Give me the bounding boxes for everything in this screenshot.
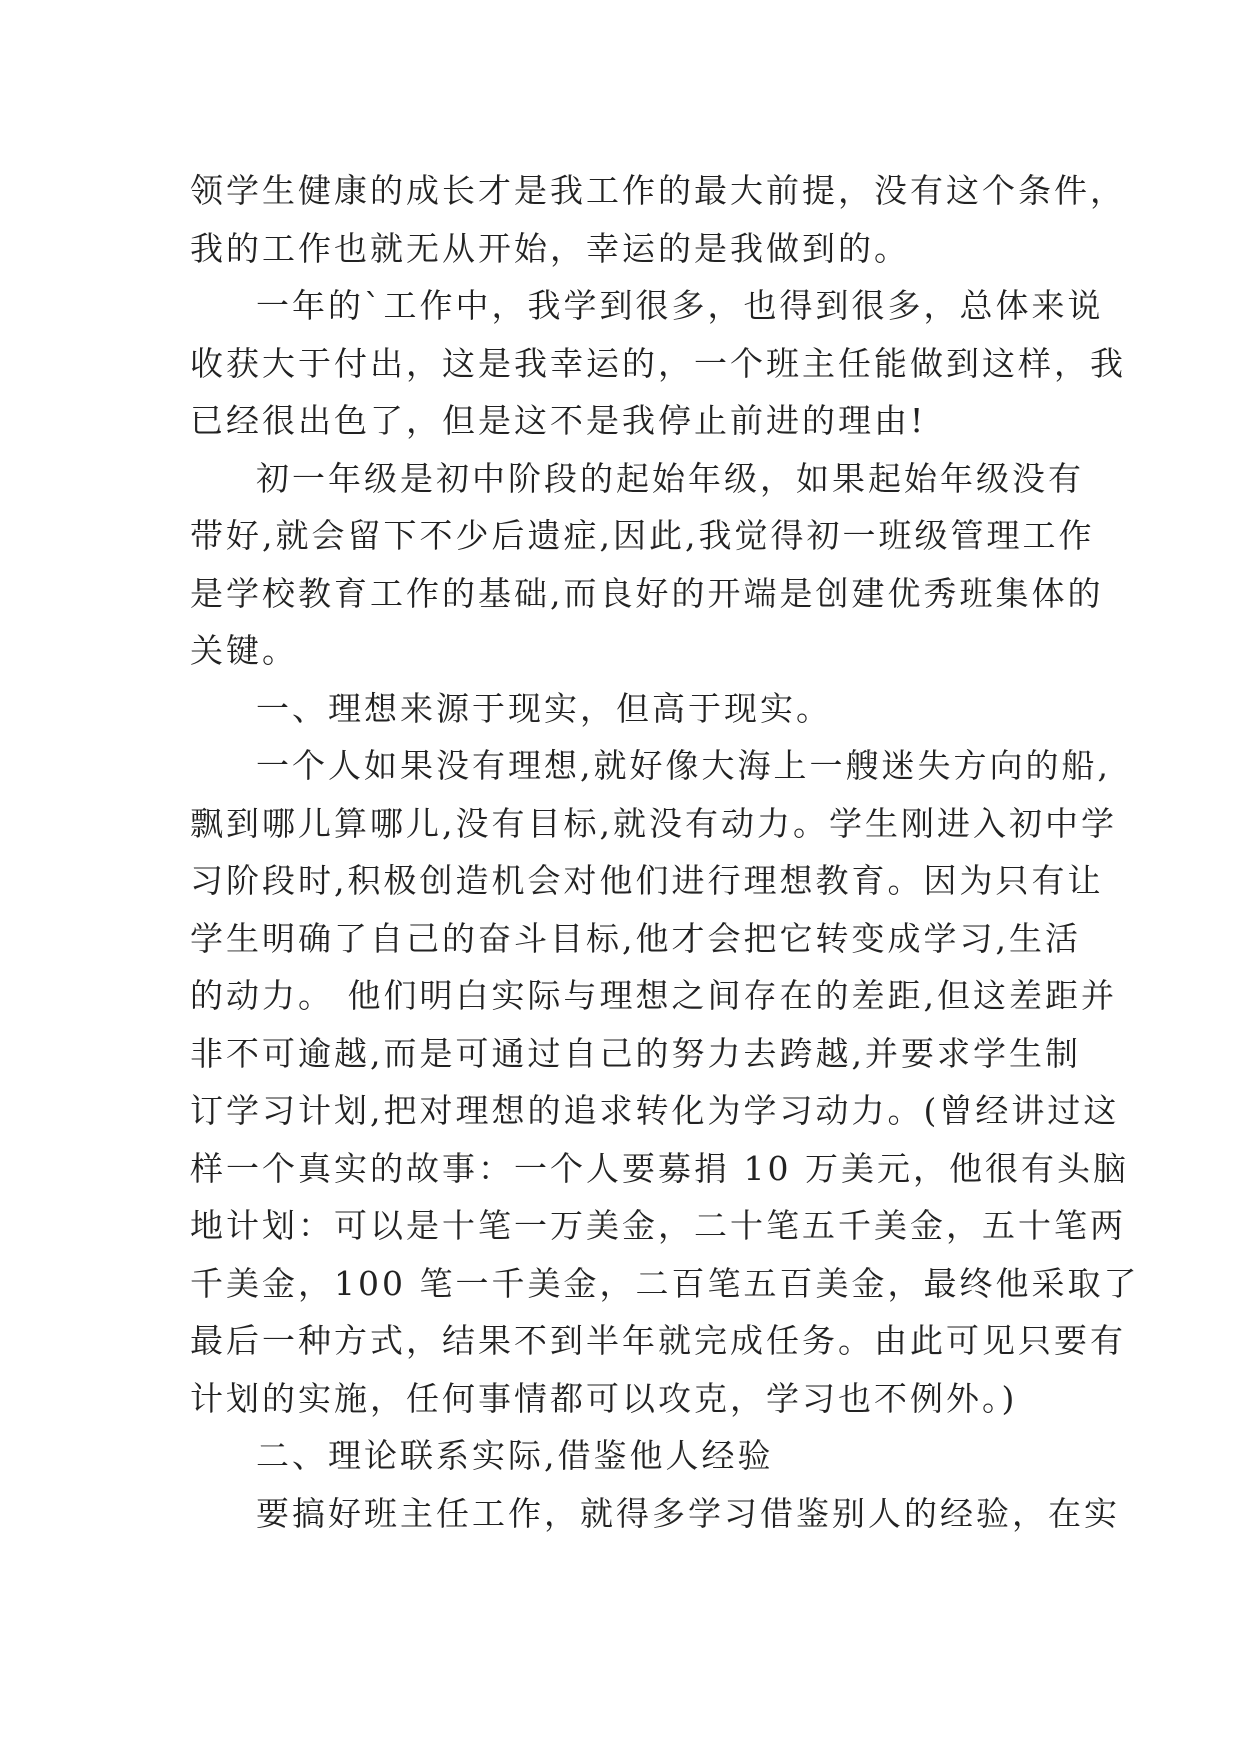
text-line: 千美金，100 笔一千美金，二百笔五百美金，最终他采取了: [190, 1263, 1140, 1303]
text-line: 我的工作也就无从开始，幸运的是我做到的。: [190, 228, 910, 268]
text-line: 是学校教育工作的基础,而良好的开端是创建优秀班集体的: [190, 573, 1104, 613]
text-line: 习阶段时,积极创造机会对他们进行理想教育。因为只有让: [190, 861, 1104, 900]
section-heading: 二、理论联系实际,借鉴他人经验: [256, 1436, 774, 1475]
text-line: 非不可逾越,而是可通过自己的努力去跨越,并要求学生制: [190, 1033, 1081, 1073]
text-line: 订学习计划,把对理想的追求转化为学习动力。(曾经讲过这: [190, 1091, 1120, 1130]
text-line: 关键。: [190, 631, 298, 670]
section-heading: 一、理想来源于现实，但高于现实。: [256, 688, 832, 728]
text-line: 飘到哪儿算哪儿,没有目标,就没有动力。学生刚进入初中学: [190, 803, 1117, 843]
text-line: 带好,就会留下不少后遗症,因此,我觉得初一班级管理工作: [190, 516, 1095, 555]
text-line: 领学生健康的成长才是我工作的最大前提，没有这个条件，: [190, 171, 1126, 210]
text-line: 样一个真实的故事：一个人要募捐 10 万美元，他很有头脑: [190, 1148, 1129, 1188]
paragraph-first-line: 一年的`工作中，我学到很多，也得到很多，总体来说: [256, 286, 1104, 325]
document-body: [190, 162, 1140, 1542]
text-line: 最后一种方式，结果不到半年就完成任务。由此可见只要有: [190, 1321, 1126, 1360]
text-line: 学生明确了自己的奋斗目标,他才会把它转变成学习,生活: [190, 918, 1081, 958]
text-line: 地计划：可以是十笔一万美金，二十笔五千美金，五十笔两: [190, 1206, 1126, 1245]
paragraph-first-line: 一个人如果没有理想,就好像大海上一艘迷失方向的船,: [256, 746, 1111, 785]
text-line: 的动力。 他们明白实际与理想之间存在的差距,但这差距并: [190, 976, 1117, 1015]
text-line: 收获大于付出，这是我幸运的，一个班主任能做到这样，我: [190, 343, 1126, 383]
text-line: 已经很出色了，但是这不是我停止前进的理由!: [190, 401, 927, 440]
text-line: 计划的实施，任何事情都可以攻克，学习也不例外。): [190, 1378, 1018, 1418]
paragraph-first-line: 初一年级是初中阶段的起始年级，如果起始年级没有: [256, 458, 1084, 498]
paragraph-first-line: 要搞好班主任工作，就得多学习借鉴别人的经验，在实: [256, 1493, 1120, 1533]
